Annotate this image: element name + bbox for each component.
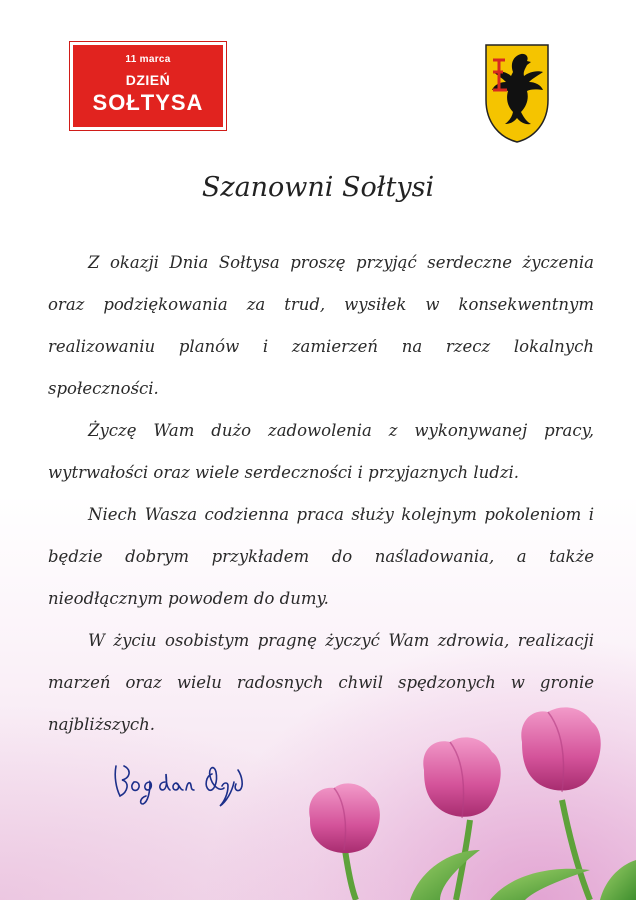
paragraph-3: Niech Wasza codzienna praca służy kolejnym pokoleniom i będzie dobrym przykładem do naśladowania, a także nieodłącznym powodem do dumy. <box>48 505 594 608</box>
handwritten-signature <box>110 752 260 808</box>
badge-line1: DZIEŃ <box>125 72 171 88</box>
tulips-illustration <box>300 700 636 900</box>
badge-date: 11 marca <box>125 54 171 65</box>
paragraph-1: Z okazji Dnia Sołtysa proszę przyjąć serdeczne życzenia oraz podziękowania za trud, wysiłek w konsekwentnym realizowaniu planów i zamierzeń na rzecz lokalnych społeczności. <box>48 253 594 398</box>
letter-title: Szanowni Sołtysi <box>201 172 435 203</box>
letter-body <box>48 242 594 746</box>
coat-of-arms-icon <box>483 42 551 144</box>
badge-line2: SOŁTYSA <box>92 90 204 115</box>
paragraph-2: Życzę Wam dużo zadowolenia z wykonywanej pracy, wytrwałości oraz wiele serdeczności i przyjaznych ludzi. <box>48 421 594 482</box>
dzien-soltysa-badge <box>70 42 226 130</box>
paragraph-4: W życiu osobistym pragnę życzyć Wam zdrowia, realizacji marzeń oraz wielu radosnych chwil spędzonych w gronie najbliższych. <box>48 631 594 734</box>
